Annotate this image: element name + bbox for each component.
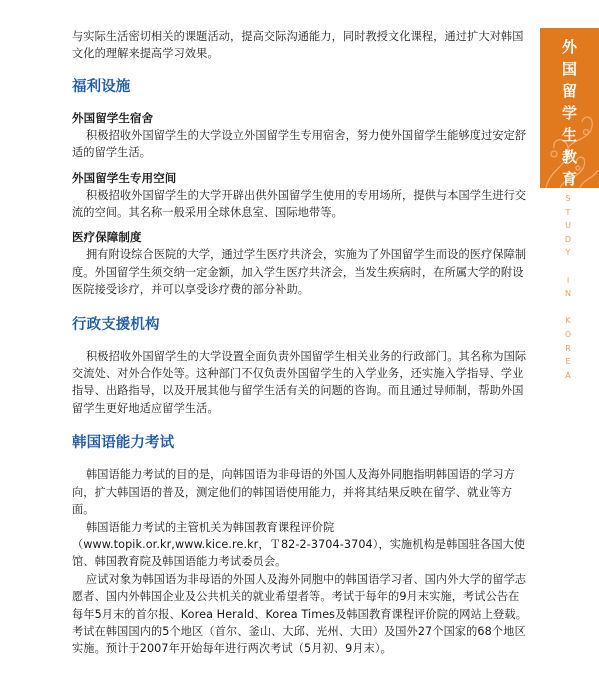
vertical-char: D [564,234,572,244]
sidebar-title-char: 国 [561,60,577,78]
sidebar-title [540,36,599,188]
welfare-item-medical [72,229,528,298]
vertical-char: S [565,194,571,203]
intro-paragraph: 与实际生活密切相关的课题活动，提高交际沟通能力，同时教授文化课程，通过扩大对韩国文化的理解来提高学习效果。 [72,30,524,61]
vertical-char: R [565,343,571,353]
welfare-item-heading: 外国留学生专用空间 [72,170,177,185]
vertical-char: O [564,329,572,339]
welfare-item-body: 拥有附设综合医院的大学，通过学生医疗共济会，实施为了外国留学生而设的医疗保障制度。外国留学生须交纳一定金额，加入学生医疗共济会，当发生疾病时，在所属大学的附设医院接受诊疗，并可以享受诊疗费的部分补助。 [72,248,527,297]
welfare-item-space [72,170,528,222]
sidebar-title-char: 生 [561,126,577,144]
admin-paragraph: 积极招收外国留学生的大学设置全面负责外国留学生相关业务的行政部门。其名称为国际交流处、对外合作处等。这种部门不仅负责外国留学生的入学业务，还实施入学指导、学业指导、出路指导，以及开展其他与留学生活有关的问题的咨询。而且通过导师制，帮助外国留学生更好地适应留学生活。 [72,349,527,415]
vertical-char [561,301,575,315]
vertical-char: N [565,289,571,299]
welfare-item-body: 积极招收外国留学生的大学开辟出供外国留学生使用的专用场所，提供与本国学生进行交流的空间。其名称一般采用全球休息室、国际地带等。 [72,188,527,220]
topik-paragraph-eligibility: 应试对象为韩国语为非母语的外国人及海外同胞中的韩国语学习者、国内外大学的留学志愿者、国内外韩国企业及公共机关的就业希望者等。考试于每年的9月末实施，考试公告在每年5月末的首尔报、Korea Herald、Korea Times及韩国教育课程评价院的网站上登载。考试在韩国国内的5个地区（首尔、釜山、大邱、光州、大田）及国外27个国家的68个地区实施。预计于2007年开始每年进行两次考试（5月初、9月末）。 [72,572,527,656]
vertical-char: I [566,275,570,285]
welfare-item-heading: 外国留学生宿舍 [72,110,154,125]
vertical-char: U [565,221,571,231]
section-title-welfare: 福利设施 [72,78,131,95]
sidebar-title-char: 教 [561,148,577,166]
study-in-korea-vertical-label [561,192,575,382]
vertical-char: Y [565,248,571,258]
vertical-char [561,260,575,274]
sidebar-tab [540,28,599,188]
topik-paragraph-agency: 韩国语能力考试的主管机关为韩国教育课程评价院（www.topik.or.kr,www.kice.re.kr，Ｔ82-2-3704-3704），实施机构是韩国驻各国大使馆、韩国教育院及韩国语能力考试委员会。 [72,520,526,569]
section-title-topik: 韩国语能力考试 [72,435,175,452]
welfare-item-heading: 医疗保障制度 [72,230,142,245]
sidebar-title-char: 学 [561,104,577,122]
vertical-char: T [565,207,571,217]
sidebar-title-char: 外 [561,38,577,56]
section-title-admin: 行政支援机构 [72,316,160,333]
sidebar-title-char: 育 [561,170,577,188]
sidebar-title-char: 留 [561,82,577,100]
welfare-item-body: 积极招收外国留学生的大学设立外国留学生专用宿舍，努力使外国留学生能够度过安定舒适的留学生活。 [72,128,527,160]
vertical-char: E [565,357,571,367]
vertical-char: K [565,316,571,326]
document-body [72,28,528,658]
topik-paragraph-purpose: 韩国语能力考试的目的是，向韩国语为非母语的外国人及海外同胞指明韩国语的学习方向，扩大韩国语的普及，测定他们的韩国语使用能力，并将其结果反映在留学、就业等方面。 [72,468,515,517]
welfare-item-dormitory [72,110,528,162]
vertical-char: A [565,370,571,380]
